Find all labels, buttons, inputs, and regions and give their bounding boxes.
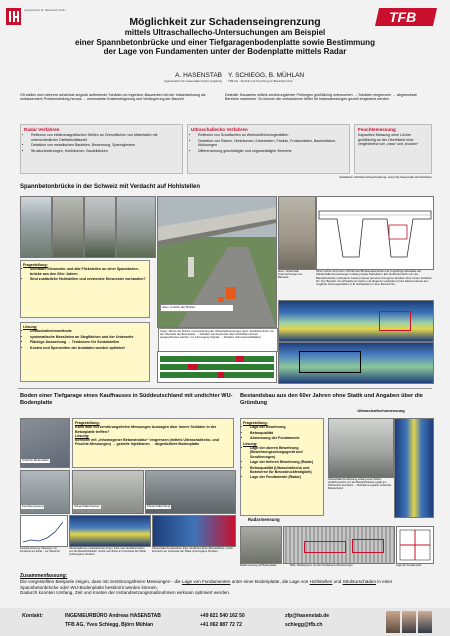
contact-phone-1: +49 821 540 162 50 bbox=[200, 613, 245, 619]
author-portrait-2 bbox=[402, 611, 416, 633]
summary-text-part: und bbox=[332, 579, 343, 584]
list-item: • Lage der Fundamente (Radar) bbox=[250, 475, 321, 479]
foundation-right-caption: Lage der Fundamente bbox=[396, 564, 422, 567]
radar-method-box bbox=[20, 124, 183, 174]
bridge-photo-2 bbox=[52, 196, 84, 258]
author-portrait-3 bbox=[418, 611, 432, 633]
cross-section-drawing bbox=[317, 197, 433, 269]
list-item: • systematische Messlinien an Stegflächen und der Unterseite bbox=[30, 335, 147, 339]
foundation-radar-caption: Radarmessung auf Bodenplatte bbox=[240, 564, 277, 567]
summary-link-cavities: Hohlstellen bbox=[309, 579, 333, 584]
summary-text-part: Dadurch konnten Umfang, Zeit und Kosten der Instandsetzungsmaßnahmen wirksam optimiert werden. bbox=[20, 590, 231, 596]
radar-method-list bbox=[24, 133, 179, 153]
page-title bbox=[20, 16, 430, 57]
garage-caption-2: Ultraschallecho (multistatischer Array): links: kein deutliches Echo von der Bauteilrückseite; rechts: kein Echo an Unterseite der Platte (inhomogene Struktur) bbox=[69, 547, 146, 557]
bridge-result-sketch bbox=[157, 351, 277, 383]
foundation-us-photo bbox=[328, 418, 394, 478]
garage-array-chart bbox=[69, 515, 151, 547]
foundation-solution-title: Lösung: bbox=[243, 441, 258, 446]
author-right-name: Y. SCHIEGG, B. MÜHLAN bbox=[228, 72, 305, 79]
moisture-chart-plot bbox=[21, 516, 67, 546]
intro-left: Oft stellen sich mehrere scheinbar singulär auftretende Schäden an Ingenieur-Bauwerken bei der Instandsetzung als umfassendere Problemstellung heraus → unerwartete Kostensteigerung und Verlängerung der Bauzeit bbox=[20, 93, 206, 102]
radargram-marker bbox=[352, 539, 384, 553]
list-item: • Reflexion von elektromagnetischen Wellen an Grenzflächen von Materialien mit unterschiedlicher Dielektrizitätszahl bbox=[31, 133, 179, 142]
bridge-photo-3 bbox=[84, 196, 116, 258]
summary-text bbox=[20, 579, 432, 596]
garage-question-text: Kann man mit zerstörungsfreien Messungen Aussagen über innere Schäden in der Betonplatte treffen? bbox=[75, 425, 217, 434]
title-line-2: mittels Ultraschallecho-Untersuchungen am Beispiel bbox=[124, 28, 326, 37]
author-left-name: A. HASENSTAB bbox=[175, 72, 222, 79]
list-item: • Lage der Bewehrung bbox=[250, 425, 321, 429]
author-right-affil: TFB AG - Technik und Forschung im Betonbau (CH) bbox=[228, 79, 293, 83]
ihb-logo bbox=[6, 8, 21, 25]
bridge-photo-4 bbox=[116, 196, 156, 258]
bridge-question-box bbox=[20, 260, 150, 318]
header bbox=[0, 0, 450, 70]
garage-label-0: Undichte Bodenplatte bbox=[22, 458, 49, 462]
bridge-solution-title: Lösung: bbox=[23, 325, 38, 329]
moisture-method-text: Kapazitive Messung ohne Löcher großflächig an der Oberfläche eher vergleichend von „nass“ und „trocken“ bbox=[358, 133, 419, 146]
summary-link-foundations: Lage von Fundamenten bbox=[181, 579, 231, 584]
moisture-method-title: Feuchtemessung bbox=[358, 127, 396, 132]
list-item: • Lage der tieferen Bewehrung (Radar) bbox=[250, 460, 321, 464]
garage-solution-text: Bereiche mit „inhomogener Betonstruktur“ eingrenzen (mittels Ultraschallecho- und Feuchte-Messungen) → gezielte Injektionen → abgedichtete Bodenplatte bbox=[75, 438, 219, 447]
title-line-3: einer Spannbetonbrücke und einer Tiefgaragenbodenplatte sowie Bestimmung bbox=[75, 37, 375, 47]
summary-text-part: in einer Spannbetonbrücke oder WU-Bodenplatte bestimmt werden können. bbox=[20, 579, 393, 590]
method-reference-link[interactable]: detaillierte Verfahrensbeschreibung: www.zfp-hasenstab.de/Verfahren bbox=[339, 175, 432, 179]
contact-bar bbox=[0, 608, 450, 636]
foundation-radargram-caption: Mitte: Radargramm mit den Fundament-Abmessungen bbox=[290, 564, 353, 567]
list-item: • Differenzierung geschädigter und ungeschädigter Bereiche bbox=[198, 149, 346, 153]
foundation-us-label: Ultraschallechomessung bbox=[357, 408, 405, 413]
foundation-question-box bbox=[240, 418, 324, 516]
title-line-1: Möglichkeit zur Schadenseingrenzung bbox=[129, 16, 321, 28]
bridge-photo-1 bbox=[20, 196, 52, 258]
summary-text-part: Die vorgestellten Beispiele zeigen, dass mit zerstörungsfreien Messungen - die bbox=[20, 579, 182, 584]
bridge-view-caption: oben: Ansicht der Brücke bbox=[160, 304, 234, 312]
contact-org-1: INGENIEURBÜRO Andreas HASENSTAB bbox=[65, 613, 161, 619]
author-portrait-1 bbox=[386, 611, 400, 633]
radargram-marker bbox=[304, 541, 346, 553]
garage-question-box bbox=[72, 418, 234, 468]
garage-line-chart bbox=[152, 515, 236, 547]
list-item: • Lage der oberen Bewehrung (Bewehrungsortungsgerät und Sondierungen) bbox=[250, 446, 321, 459]
moisture-method-box bbox=[354, 124, 432, 174]
list-item: • Detektion von Rissen, Hohlräumen, Kiesnestern, Fäulnis, Frostschäden, Bauteildicken, Ablösungen bbox=[198, 139, 346, 148]
bridge-echo-image-2 bbox=[278, 342, 434, 384]
foundation-radar-photo bbox=[240, 526, 282, 564]
foundation-plan-drawing bbox=[396, 526, 434, 564]
contact-email-2[interactable]: schiegg@tfb.ch bbox=[285, 622, 323, 628]
intro-right: Deshalb: Bauwerke mittels zerstörungsfreier Prüfungen großflächig untersuchen → Schäden eingrenzen → abgrenzbare Bereiche markieren. So können die vorhandenen Mittel für Instandsetzungen gezielt eingesetzt werden. bbox=[225, 93, 417, 102]
list-item: • Abmessung der Fundamente bbox=[250, 436, 321, 440]
summary bbox=[20, 573, 432, 596]
foundation-us-chart bbox=[394, 418, 434, 518]
bridge-result-text: Oben rechts und unten: Schnitt des Brückenquerwerks und zugehörige Resultate der Ultraschallechomessungen entlang zweier Messlinien. Ein deutliches Echo von der Bauteilrückseite (schwarzer Kasten) deutet auf eine homogene Struktur ohne innere Schäden hin. Der Bereich mit schwächerem Echo und längeren Laufzeiten (roter Kasten) deutet auf mögliche Inhomogenitäten (z.B. Hohlstellen) in dem Bereich hin. bbox=[316, 269, 432, 287]
summary-title: Zusammenfassung: bbox=[20, 573, 68, 579]
tfb-logo-text: TFB bbox=[389, 9, 417, 25]
garage-label-2: Ultraschallechoarray bbox=[74, 504, 100, 508]
bridge-result-caption: Unten: Skizze der Brücke mit Auswertung der Ultraschallmessungen (grün: deutliches Echo von der Oberseite der Betonplatte → Schaden wie Kiesnester oder Hohlstellen können ausgeschlossen werden; rot: inhomogene Signale → Schaden nicht auszuschließen) bbox=[158, 328, 278, 352]
foundation-solution-list bbox=[243, 446, 321, 480]
foundation-radargram bbox=[283, 526, 395, 564]
list-item: • Strukturänderungen, Hohlräumen, Bauteildicken bbox=[31, 149, 179, 153]
bridge-echo-image-1 bbox=[278, 300, 434, 342]
bridge-solution-list bbox=[23, 329, 147, 350]
list-item: • Reflexion von Schallwellen an Werkstoffinhomogenitäten bbox=[198, 133, 346, 137]
section-divider bbox=[18, 388, 432, 389]
foundation-section-title: Bestandsbau aus den 60er Jahren ohne Statik und Angaben über die Gründung bbox=[240, 393, 423, 406]
authors-right bbox=[228, 72, 348, 84]
list-item: • Betonqualität (Ultraschallecho und Bohrkerne für Betondruckfestigkeit) bbox=[250, 466, 321, 475]
garage-caption-3: Ultraschallecho-Messlinie: links: deutliches Echo (Bauteildicke); rechts: kein Echo an Unterseite der Platte (inhomogene Struktur) bbox=[152, 547, 234, 554]
bridge-question-title: Fragestellung: bbox=[23, 263, 48, 267]
garage-label-1: Feuchtemessung bbox=[22, 504, 44, 508]
ihb-logo-icon bbox=[6, 8, 21, 25]
title-line-4: der Lage von Fundamenten unter der Bodenplatte mittels Radar bbox=[103, 47, 347, 56]
author-left-affil: Ingenieurbüro Dr. Hasenstab GmbH, Augsburg bbox=[164, 79, 222, 83]
contact-phone-2: +41 062 887 72 72 bbox=[200, 622, 242, 628]
garage-question-title: Fragestellung: bbox=[75, 421, 100, 425]
bridge-result-chart bbox=[158, 352, 276, 382]
ultrasonic-method-list bbox=[191, 133, 346, 153]
header-small-caption: Ingenieurbüro Dr. Hasenstab GmbH bbox=[24, 9, 66, 12]
garage-section-title: Boden einer Tiefgarage eines Kaufhauses in Süddeutschland mit undichter WU-Bodenplatte bbox=[20, 393, 233, 406]
list-item: • Sichtbare Kiesnester und alte Flickstellen an einer Spannbeton-brücke aus den 60er Jahren bbox=[30, 267, 147, 276]
list-item: • Ultraschallechomethode bbox=[30, 329, 147, 333]
garage-caption-1: Feuchtemessung: Messspur mit Zunahme am Ende – zur Wand hin bbox=[20, 547, 61, 554]
list-item: • Flächige Auswertung → Tendenzen für Schadstellen bbox=[30, 340, 147, 344]
bridge-cross-section bbox=[316, 196, 434, 270]
bridge-device-photo bbox=[278, 196, 316, 270]
foundation-question-title: Fragestellung: bbox=[243, 421, 268, 425]
list-item: • Detektion von metallischen Bauteilen, Bewehrung, Spanngliedern bbox=[31, 143, 179, 147]
foundation-us-caption: Ultraschallecho-Messung entlang einer Stütze: deutliches Echo von der Bauteilrückseite (gelb) am Stützenfuß: kein Echo → Bohrkerne ergaben schlechte Betonstruktur bbox=[328, 478, 392, 491]
echo-highlight-box bbox=[379, 311, 411, 331]
bridge-solution-box bbox=[20, 322, 150, 382]
authors-left bbox=[150, 72, 222, 84]
list-item: • Sind zusätzliche Hohlstellen und versteckte Kiesnester vorhanden? bbox=[30, 277, 147, 281]
garage-label-3: Ultraschallprüfkopf bbox=[147, 504, 171, 508]
ultrasonic-method-box bbox=[187, 124, 350, 174]
bridge-device-caption: oben: Ultraschall-Untersuchungen am Bauwerk bbox=[278, 270, 303, 280]
garage-solution-title: Lösung: bbox=[75, 433, 90, 438]
ultrasonic-method-title: Ultraschallecho Verfahren bbox=[191, 127, 248, 132]
foundation-question-list bbox=[243, 425, 321, 440]
contact-email-1[interactable]: zfp@hasenstab.de bbox=[285, 613, 330, 619]
bridge-section-title: Spannbetonbrücke in der Schweiz mit Verdacht auf Hohlstellen bbox=[20, 184, 201, 190]
list-item: • Betonqualität bbox=[250, 431, 321, 435]
bridge-question-list bbox=[23, 267, 147, 281]
summary-link-damage: Strukturschäden bbox=[342, 579, 377, 584]
contact-label: Kontakt: bbox=[22, 613, 44, 619]
echo-highlight-box bbox=[299, 351, 361, 373]
foundation-plan-icon bbox=[397, 527, 433, 563]
radar-method-title: Radar Verfahren bbox=[24, 127, 60, 132]
list-item: • Kosten und Sperrzeiten der Autobahn wurden optimiert bbox=[30, 346, 147, 350]
garage-moisture-chart bbox=[20, 515, 68, 547]
summary-text-part: unter einer Bodenplatte, die Lage von bbox=[230, 579, 310, 584]
foundation-radar-label: Radarmessung bbox=[248, 517, 280, 522]
contact-org-2: TFB AG, Yves Schiegg, Björn Mühlan bbox=[65, 622, 154, 628]
